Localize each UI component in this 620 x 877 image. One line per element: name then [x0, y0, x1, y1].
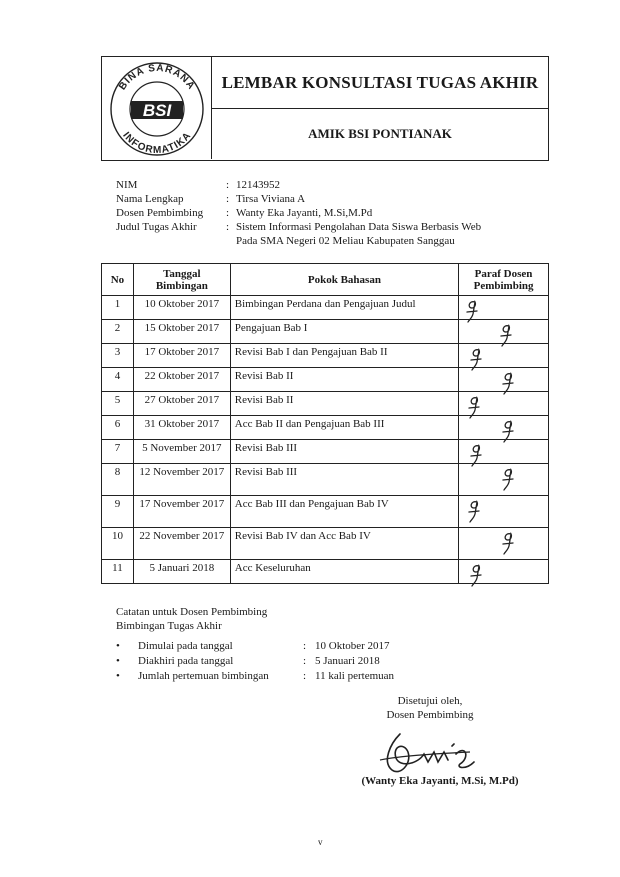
notes-list — [116, 639, 394, 684]
row-tanggal: 27 Oktober 2017 — [133, 392, 230, 416]
row-tanggal: 12 November 2017 — [133, 464, 230, 496]
row-no: 10 — [102, 528, 134, 560]
row-tanggal: 5 November 2017 — [133, 440, 230, 464]
row-no: 3 — [102, 344, 134, 368]
logo-letters: BSI — [142, 101, 172, 120]
header-no: No — [102, 264, 134, 296]
nama-label: Nama Lengkap — [116, 193, 184, 205]
row-paraf — [459, 496, 549, 528]
row-no: 8 — [102, 464, 134, 496]
note-label: Jumlah pertemuan bimbingan — [138, 670, 269, 682]
row-pokok: Revisi Bab IV dan Acc Bab IV — [230, 528, 458, 560]
student-info — [116, 178, 536, 248]
row-no: 2 — [102, 320, 134, 344]
approval-block — [330, 694, 530, 722]
dosen-label: Dosen Pembimbing — [116, 207, 204, 219]
header-box — [101, 56, 549, 161]
table-row — [102, 440, 549, 464]
row-pokok: Bimbingan Perdana dan Pengajuan Judul — [230, 296, 458, 320]
row-tanggal: 17 Oktober 2017 — [133, 344, 230, 368]
row-paraf — [459, 560, 549, 584]
info-row-judul — [116, 220, 536, 234]
table-row — [102, 560, 549, 584]
table-row — [102, 464, 549, 496]
row-paraf — [459, 368, 549, 392]
note-value: 5 Januari 2018 — [315, 655, 380, 667]
logo-text-bottom: INFORMATIKA — [120, 130, 194, 157]
row-paraf — [459, 392, 549, 416]
nim-value: 12143952 — [236, 179, 280, 191]
row-tanggal: 22 November 2017 — [133, 528, 230, 560]
notes-heading-1: Catatan untuk Dosen Pembimbing — [116, 606, 268, 618]
row-paraf — [459, 344, 549, 368]
separator: : — [303, 655, 307, 667]
svg-text:INFORMATIKA — [120, 130, 194, 156]
header-tanggal-1: Tanggal — [163, 267, 201, 280]
bullet-icon: • — [116, 640, 120, 652]
note-row — [116, 639, 394, 654]
judul-label: Judul Tugas Akhir — [116, 221, 197, 233]
table-row — [102, 496, 549, 528]
table-row — [102, 392, 549, 416]
row-no: 7 — [102, 440, 134, 464]
paraf-signature-icon — [501, 530, 515, 556]
paraf-signature-icon — [467, 498, 481, 524]
paraf-signature-icon — [501, 466, 515, 492]
judul-value-1: Sistem Informasi Pengolahan Data Siswa Berbasis Web — [236, 221, 482, 233]
notes-section — [116, 605, 394, 684]
table-row — [102, 416, 549, 440]
row-tanggal: 22 Oktober 2017 — [133, 368, 230, 392]
row-tanggal: 15 Oktober 2017 — [133, 320, 230, 344]
row-tanggal: 5 Januari 2018 — [133, 560, 230, 584]
header-tanggal-2: Bimbingan — [155, 279, 208, 292]
row-pokok: Revisi Bab I dan Pengajuan Bab II — [230, 344, 458, 368]
dosen-value: Wanty Eka Jayanti, M.Si,M.Pd — [236, 207, 373, 219]
row-tanggal: 31 Oktober 2017 — [133, 416, 230, 440]
row-pokok: Revisi Bab III — [230, 440, 458, 464]
separator: : — [226, 179, 230, 191]
note-row — [116, 654, 394, 669]
row-pokok: Revisi Bab II — [230, 392, 458, 416]
row-no: 9 — [102, 496, 134, 528]
row-paraf — [459, 528, 549, 560]
row-no: 11 — [102, 560, 134, 584]
row-no: 6 — [102, 416, 134, 440]
row-paraf — [459, 416, 549, 440]
row-pokok: Acc Bab II dan Pengajuan Bab III — [230, 416, 458, 440]
info-row-dosen — [116, 206, 536, 220]
header-paraf — [459, 264, 549, 296]
bsi-logo-icon — [105, 59, 209, 157]
header-pokok: Pokok Bahasan — [230, 264, 458, 296]
row-paraf — [459, 296, 549, 320]
row-paraf — [459, 320, 549, 344]
header-tanggal — [133, 264, 230, 296]
page-title: LEMBAR KONSULTASI TUGAS AKHIR — [212, 57, 548, 109]
separator: : — [303, 640, 307, 652]
row-pokok: Acc Keseluruhan — [230, 560, 458, 584]
row-no: 4 — [102, 368, 134, 392]
bullet-icon: • — [116, 655, 120, 667]
note-value: 11 kali pertemuan — [315, 670, 395, 682]
table-header-row — [102, 264, 549, 296]
row-pokok: Revisi Bab II — [230, 368, 458, 392]
consultation-table — [101, 263, 549, 584]
table-row — [102, 368, 549, 392]
note-value: 10 Oktober 2017 — [315, 640, 390, 652]
approval-line-1: Disetujui oleh, — [397, 695, 463, 707]
nim-label: NIM — [116, 179, 138, 191]
row-paraf — [459, 440, 549, 464]
separator: : — [226, 207, 230, 219]
row-paraf — [459, 464, 549, 496]
header-paraf-1: Paraf Dosen — [474, 267, 533, 280]
judul-value-2: Pada SMA Negeri 02 Meliau Kabupaten Sanggau — [236, 235, 455, 247]
separator: : — [226, 193, 230, 205]
row-no: 5 — [102, 392, 134, 416]
nama-value: Tirsa Viviana A — [236, 193, 306, 205]
signer-name: (Wanty Eka Jayanti, M.Si, M.Pd) — [361, 775, 519, 787]
page-subtitle: AMIK BSI PONTIANAK — [308, 126, 452, 141]
row-tanggal: 10 Oktober 2017 — [133, 296, 230, 320]
table-row — [102, 528, 549, 560]
row-no: 1 — [102, 296, 134, 320]
approval-line-2: Dosen Pembimbing — [386, 709, 474, 721]
table-row — [102, 296, 549, 320]
row-pokok: Acc Bab III dan Pengajuan Bab IV — [230, 496, 458, 528]
separator: : — [226, 221, 230, 233]
note-label: Dimulai pada tanggal — [138, 640, 233, 652]
note-row — [116, 669, 394, 684]
svg-text:BINA SARANA — [117, 63, 197, 92]
info-row-nim — [116, 178, 536, 192]
paraf-signature-icon — [469, 562, 483, 588]
row-pokok: Pengajuan Bab I — [230, 320, 458, 344]
row-pokok: Revisi Bab III — [230, 464, 458, 496]
header-paraf-2: Pembimbing — [473, 279, 534, 292]
info-row-nama — [116, 192, 536, 206]
page-mark: v — [318, 837, 323, 847]
logo-cell — [102, 57, 212, 159]
notes-heading-2: Bimbingan Tugas Akhir — [116, 620, 222, 632]
bullet-icon: • — [116, 670, 120, 682]
table-row — [102, 320, 549, 344]
note-label: Diakhiri pada tanggal — [138, 655, 234, 667]
separator: : — [303, 670, 307, 682]
table-body — [102, 296, 549, 584]
row-tanggal: 17 November 2017 — [133, 496, 230, 528]
table-row — [102, 344, 549, 368]
logo-text-top: BINA SARANA — [117, 62, 197, 93]
